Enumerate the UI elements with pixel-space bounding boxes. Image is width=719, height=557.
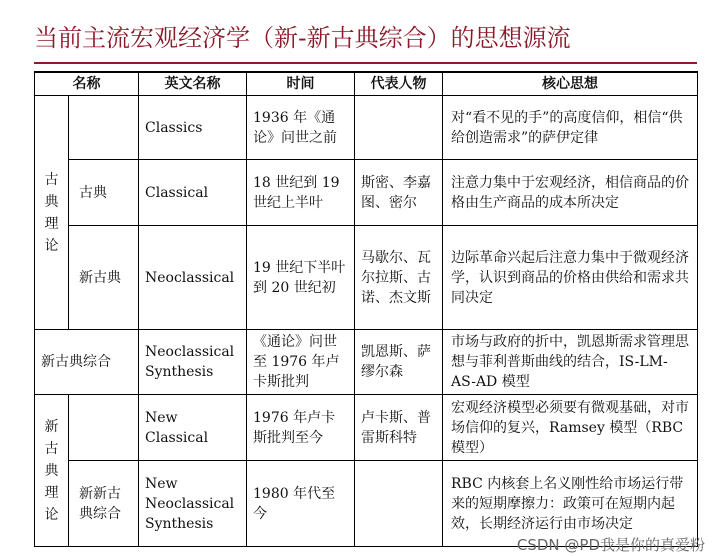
cell-people <box>355 96 443 160</box>
table-header-row <box>35 72 698 96</box>
header-english: 英文名称 <box>139 72 247 96</box>
cell-time: 《通论》问世至 1976 年卢卡斯批判 <box>247 330 355 395</box>
cell-name <box>69 96 139 160</box>
cell-name <box>69 395 139 461</box>
group-new-classical-theory: 新古典理论 <box>35 395 69 547</box>
header-time: 时间 <box>247 72 355 96</box>
cell-people <box>355 461 443 547</box>
cell-time: 1976 年卢卡斯批判至今 <box>247 395 355 461</box>
cell-name: 新新古典综合 <box>69 461 139 547</box>
cell-english: Classics <box>139 96 247 160</box>
cell-core: RBC 内核套上名义刚性给市场运行带来的短期摩擦力：政策可在短期内起效，长期经济运行由市场决定 <box>443 461 698 547</box>
table-row <box>35 160 698 226</box>
cell-people: 马歇尔、瓦尔拉斯、古诺、杰文斯 <box>355 226 443 330</box>
history-table <box>34 71 698 547</box>
cell-core: 注意力集中于宏观经济，相信商品的价格由生产商品的成本所决定 <box>443 160 698 226</box>
cell-english: New Classical <box>139 395 247 461</box>
watermark: CSDN @PD我是你的真爱粉 <box>516 536 705 554</box>
cell-time: 1980 年代至今 <box>247 461 355 547</box>
table-row <box>35 96 698 160</box>
header-people: 代表人物 <box>355 72 443 96</box>
slide-title: 当前主流宏观经济学（新-新古典综合）的思想源流 <box>34 24 571 52</box>
cell-core: 边际革命兴起后注意力集中于微观经济学，认识到商品的价格由供给和需求共同决定 <box>443 226 698 330</box>
cell-core: 市场与政府的折中，凯恩斯需求管理思想与菲利普斯曲线的结合，IS-LM-AS-AD 模型 <box>443 330 698 395</box>
title-divider <box>34 62 697 64</box>
cell-name: 古典 <box>69 160 139 226</box>
cell-english: Classical <box>139 160 247 226</box>
cell-time: 19 世纪下半叶到 20 世纪初 <box>247 226 355 330</box>
table-row <box>35 226 698 330</box>
cell-name: 新古典 <box>69 226 139 330</box>
table-row <box>35 395 698 461</box>
header-core: 核心思想 <box>443 72 698 96</box>
group-classical-theory: 古典理论 <box>35 96 69 330</box>
table-row <box>35 330 698 395</box>
cell-english: Neoclassical <box>139 226 247 330</box>
cell-people: 卢卡斯、普雷斯科特 <box>355 395 443 461</box>
cell-core: 对“看不见的手”的高度信仰，相信“供给创造需求”的萨伊定律 <box>443 96 698 160</box>
cell-english: New Neoclassical Synthesis <box>139 461 247 547</box>
cell-people: 凯恩斯、萨缪尔森 <box>355 330 443 395</box>
cell-english: Neoclassical Synthesis <box>139 330 247 395</box>
header-name: 名称 <box>35 72 139 96</box>
cell-time: 1936 年《通论》问世之前 <box>247 96 355 160</box>
cell-people: 斯密、李嘉图、密尔 <box>355 160 443 226</box>
cell-core: 宏观经济模型必须要有微观基础，对市场信仰的复兴，Ramsey 模型（RBC 模型） <box>443 395 698 461</box>
cell-name: 新古典综合 <box>35 330 139 395</box>
cell-time: 18 世纪到 19 世纪上半叶 <box>247 160 355 226</box>
